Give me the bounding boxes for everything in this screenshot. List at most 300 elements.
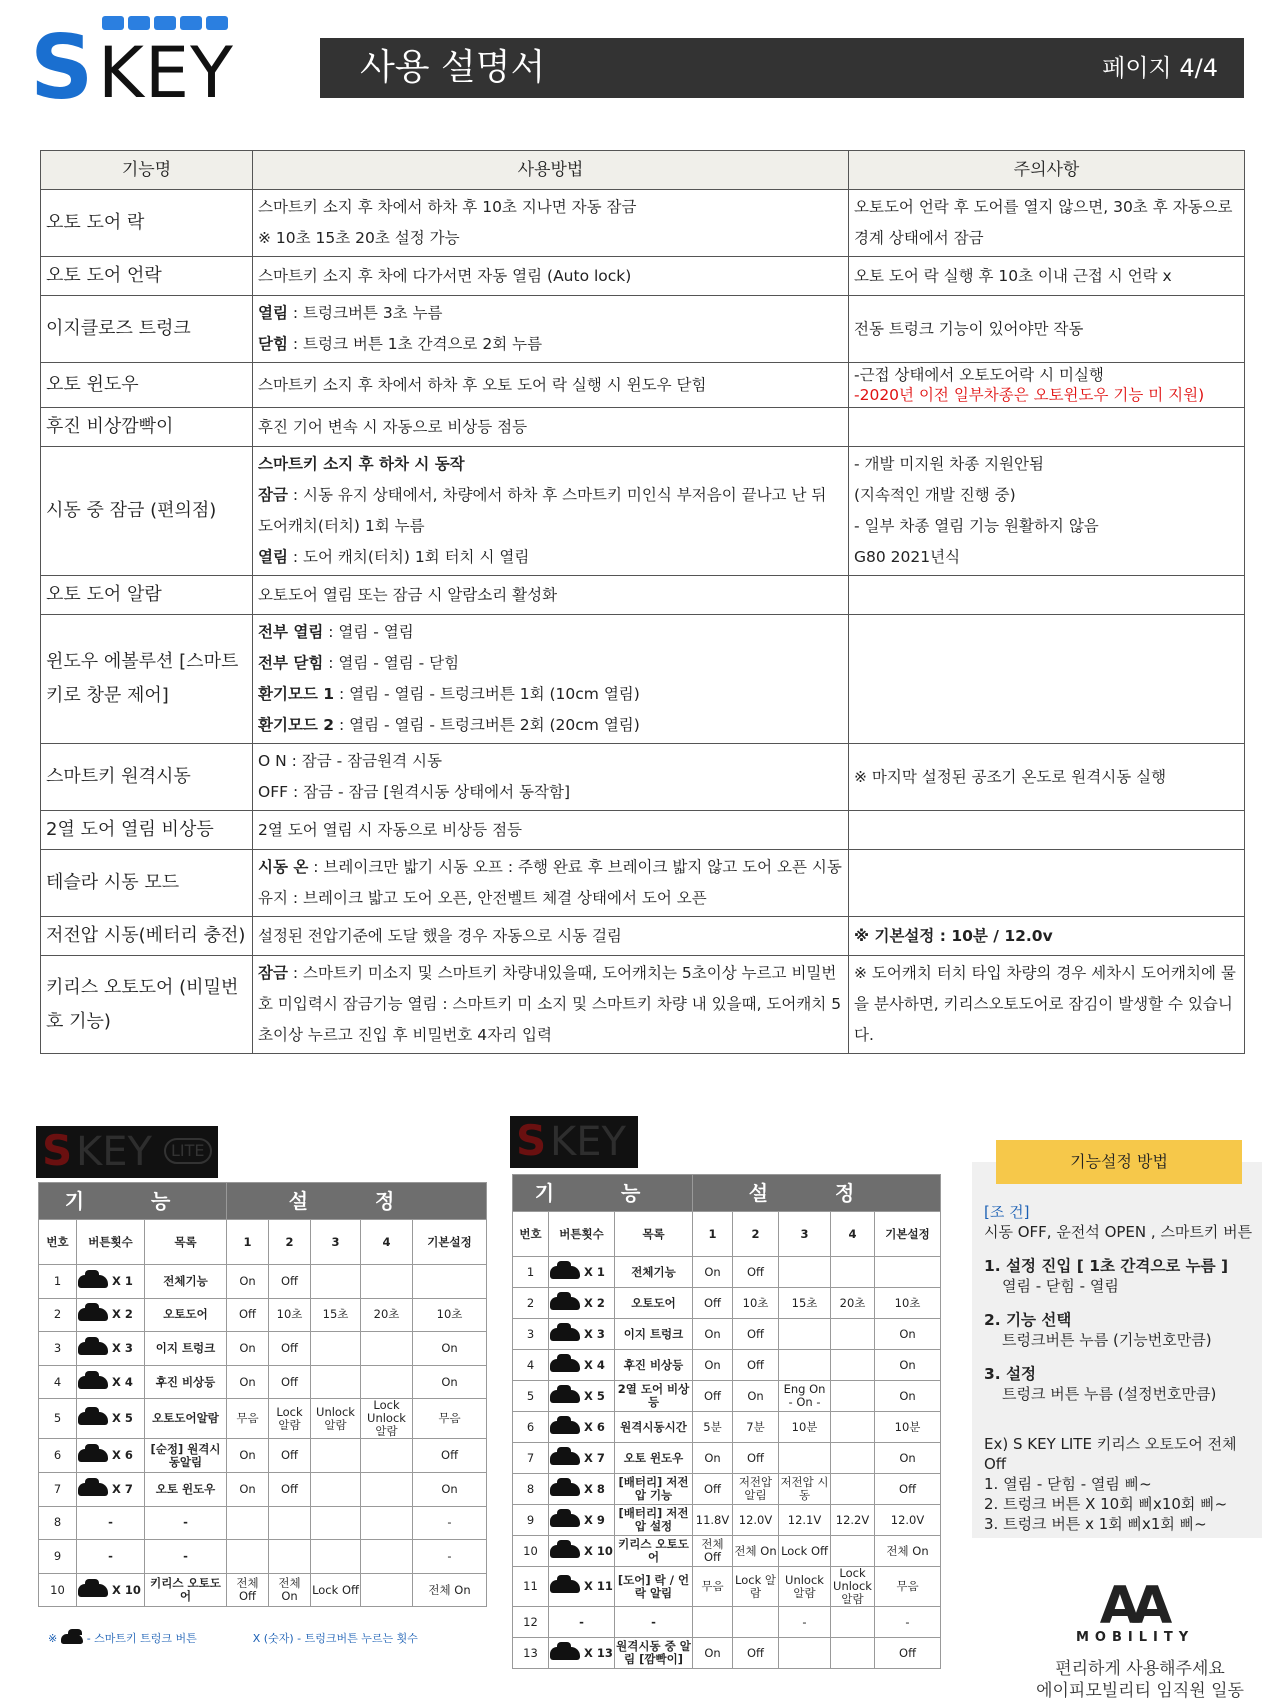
- table-row: [41, 811, 1245, 850]
- function-name: 키리스 오토도어: [615, 1536, 693, 1567]
- column-header: 1: [693, 1212, 733, 1257]
- car-icon: [550, 1359, 580, 1372]
- feature-usage: [253, 576, 849, 615]
- button-count: X 2: [77, 1298, 145, 1332]
- feature-caution: [849, 408, 1245, 447]
- row-number: 4: [39, 1365, 77, 1399]
- column-header: 2: [733, 1212, 779, 1257]
- feature-usage: [253, 956, 849, 1054]
- table-row: [41, 576, 1245, 615]
- button-count: X 6: [77, 1439, 145, 1473]
- table-row: [39, 1399, 487, 1439]
- feature-name: 오토 윈도우: [41, 363, 253, 408]
- setting-value: Lock Off: [311, 1573, 361, 1607]
- car-icon: [78, 1483, 108, 1496]
- setting-value: [361, 1472, 413, 1506]
- feature-name: 키리스 오토도어 (비밀번호 기능): [41, 956, 253, 1054]
- page-title: 사용 설명서: [360, 47, 546, 88]
- setting-value: [779, 1350, 831, 1381]
- car-icon: [550, 1452, 580, 1465]
- usage-line: ※ 10초 15초 20초 설정 가능: [258, 229, 460, 247]
- table-row: [513, 1319, 941, 1350]
- row-number: 7: [513, 1443, 549, 1474]
- setting-value: 무음: [227, 1399, 269, 1439]
- setting-value: 전체 On: [269, 1573, 311, 1607]
- setting-value: Unlock 알람: [779, 1567, 831, 1607]
- table-row: [513, 1443, 941, 1474]
- logo-key: KEY: [98, 32, 234, 114]
- row-number: 13: [513, 1638, 549, 1669]
- setting-value: [779, 1443, 831, 1474]
- column-header: 버튼횟수: [549, 1212, 615, 1257]
- button-count: X 9: [549, 1505, 615, 1536]
- setting-value: Unlock 알람: [311, 1399, 361, 1439]
- setting-value: 20초: [831, 1288, 875, 1319]
- setting-value: [779, 1257, 831, 1288]
- table-row: [41, 447, 1245, 576]
- setting-value: On: [693, 1257, 733, 1288]
- table-row: [41, 850, 1245, 917]
- caution-line: ※ 도어캐치 터치 타입 차량의 경우 세차시 도어캐치에 물을 분사하면, 키리스오토도어로 잠김이 발생할 수 있습니다.: [854, 964, 1236, 1044]
- setting-value: On: [413, 1472, 487, 1506]
- usage-line: 열림 : 트렁크버튼 3초 누름: [258, 304, 443, 322]
- car-icon: [550, 1580, 580, 1593]
- feature-name: 윈도우 에볼루션 [스마트키로 창문 제어]: [41, 615, 253, 744]
- setting-value: -: [413, 1540, 487, 1574]
- setting-value: 전체 Off: [227, 1573, 269, 1607]
- function-name: -: [145, 1506, 227, 1540]
- setting-value: [831, 1381, 875, 1412]
- column-header: 기본설정: [875, 1212, 941, 1257]
- button-count: X 8: [549, 1474, 615, 1505]
- function-name: [배터리] 저전압 기능: [615, 1474, 693, 1505]
- setting-value: [311, 1472, 361, 1506]
- table-row: [513, 1474, 941, 1505]
- car-icon: [550, 1545, 580, 1558]
- table-row: [39, 1365, 487, 1399]
- feature-table: [40, 150, 1245, 1054]
- column-header: 1: [227, 1220, 269, 1265]
- setting-value: 20초: [361, 1298, 413, 1332]
- row-number: 1: [513, 1257, 549, 1288]
- ap-mobility-logo: AA MOBILITY: [1076, 1576, 1195, 1645]
- setting-value: [875, 1257, 941, 1288]
- setting-value: [361, 1332, 413, 1366]
- setting-value: [361, 1265, 413, 1299]
- group-header-function: 기 능: [39, 1183, 227, 1220]
- button-count: -: [77, 1540, 145, 1574]
- function-name: 오토 윈도우: [145, 1472, 227, 1506]
- setting-value: On: [693, 1443, 733, 1474]
- button-count: X 2: [549, 1288, 615, 1319]
- setting-value: [311, 1332, 361, 1366]
- feature-name: 테슬라 시동 모드: [41, 850, 253, 917]
- usage-line: 열림 : 도어 캐치(터치) 1회 터치 시 열림: [258, 548, 530, 566]
- setting-method-title: 기능설정 방법: [996, 1140, 1242, 1184]
- feature-name: 오토 도어 언락: [41, 257, 253, 296]
- feature-usage: [253, 190, 849, 257]
- setting-value: [311, 1365, 361, 1399]
- setting-value: 10초: [733, 1288, 779, 1319]
- setting-value: 전체 On: [413, 1573, 487, 1607]
- car-icon: [78, 1308, 108, 1321]
- setting-value: Off: [733, 1350, 779, 1381]
- caution-line: -근접 상태에서 오토도어락 시 미실행: [854, 366, 1104, 384]
- caution-line: - 일부 차종 열림 기능 원활하지 않음: [854, 517, 1099, 535]
- usage-line: 환기모드 1 : 열림 - 열림 - 트렁크버튼 1회 (10cm 열림): [258, 685, 640, 703]
- usage-line: 시동 온 : 브레이크만 밟기 시동 오프 : 주행 완료 후 브레이크 밟지 않고 도어 오픈 시동 유지 : 브레이크 밟고 도어 오픈, 안전벨트 체결 상태에서 도어 오픈: [258, 858, 842, 907]
- usage-line: 오토도어 열림 또는 잠금 시 알람소리 활성화: [258, 585, 558, 604]
- setting-value: On: [733, 1381, 779, 1412]
- setting-value: On: [875, 1319, 941, 1350]
- car-icon: [550, 1297, 580, 1310]
- setting-value: 10분: [779, 1412, 831, 1443]
- setting-value: [831, 1536, 875, 1567]
- usage-line: 잠금 : 스마트키 미소지 및 스마트키 차량내있을때, 도어캐치는 5초이상 누르고 비밀번호 미입력시 잠금기능 열림 : 스마트키 미 소지 및 스마트키 차량 내 있을때, 도어캐치 5초이상 누르고 진입 후 비밀번호 4자리 입력: [258, 964, 842, 1044]
- table-row: [39, 1472, 487, 1506]
- feature-usage: [253, 363, 849, 408]
- setting-value: Off: [269, 1265, 311, 1299]
- button-count: X 1: [77, 1265, 145, 1299]
- button-count: X 5: [77, 1399, 145, 1439]
- caution-line: 오토 도어 락 실행 후 10초 이내 근접 시 언락 x: [854, 266, 1172, 285]
- feature-usage: [253, 811, 849, 850]
- function-name: 이지 트렁크: [615, 1319, 693, 1350]
- usage-line: 환기모드 2 : 열림 - 열림 - 트렁크버튼 2회 (20cm 열림): [258, 716, 640, 734]
- table-row: [513, 1412, 941, 1443]
- table-row: [41, 917, 1245, 956]
- table-row: [41, 408, 1245, 447]
- feature-name: 이지클로즈 트렁크: [41, 296, 253, 363]
- setting-value: 15초: [779, 1288, 831, 1319]
- setting-value: [779, 1319, 831, 1350]
- setting-value: [831, 1412, 875, 1443]
- usage-line: 전부 닫힘 : 열림 - 열림 - 닫힘: [258, 654, 460, 672]
- usage-line: O N : 잠금 - 잠금원격 시동: [258, 752, 442, 770]
- function-name: [도어] 락 / 언락 알림: [615, 1567, 693, 1607]
- usage-line: 설정된 전압기준에 도달 했을 경우 자동으로 시동 걸림: [258, 926, 622, 945]
- button-count: X 10: [77, 1573, 145, 1607]
- usage-line: 닫힘 : 트렁크 버튼 1초 간격으로 2회 누름: [258, 335, 543, 353]
- setting-value: 10초: [269, 1298, 311, 1332]
- setting-value: [831, 1319, 875, 1350]
- row-number: 5: [39, 1399, 77, 1439]
- feature-caution: [849, 576, 1245, 615]
- setting-value: Off: [733, 1443, 779, 1474]
- setting-value: On: [227, 1265, 269, 1299]
- car-icon: [78, 1275, 108, 1288]
- setting-value: [693, 1607, 733, 1638]
- feature-caution: [849, 811, 1245, 850]
- column-header-row: [513, 1212, 941, 1257]
- row-number: 2: [513, 1288, 549, 1319]
- setting-value: [361, 1439, 413, 1473]
- table-row: [39, 1439, 487, 1473]
- button-count: X 7: [549, 1443, 615, 1474]
- caution-line: ※ 기본설정 : 10분 / 12.0v: [854, 926, 1053, 945]
- table-row: [41, 363, 1245, 408]
- caution-line: (지속적인 개발 진행 중): [854, 486, 1016, 504]
- feature-usage: [253, 447, 849, 576]
- function-name: -: [145, 1540, 227, 1574]
- setting-value: 12.2V: [831, 1505, 875, 1536]
- usage-line: OFF : 잠금 - 잠금 [원격시동 상태에서 동작함]: [258, 783, 571, 801]
- car-icon: [550, 1328, 580, 1341]
- usage-line: 스마트키 소지 후 차에서 하차 후 10초 지나면 자동 잠금: [258, 198, 637, 216]
- setting-value: 10분: [875, 1412, 941, 1443]
- button-count: -: [549, 1607, 615, 1638]
- feature-name: 후진 비상깜빡이: [41, 408, 253, 447]
- skey-lite-brand: S KEY LITE: [36, 1126, 218, 1178]
- car-icon: [550, 1514, 580, 1527]
- feature-caution: [849, 744, 1245, 811]
- setting-value: -: [413, 1506, 487, 1540]
- setting-value: 무음: [413, 1399, 487, 1439]
- feature-caution: [849, 190, 1245, 257]
- row-number: 5: [513, 1381, 549, 1412]
- feature-caution: [849, 917, 1245, 956]
- column-header: 목록: [615, 1212, 693, 1257]
- car-icon: [550, 1647, 580, 1660]
- feature-name: 스마트키 원격시동: [41, 744, 253, 811]
- setting-value: 전체 On: [733, 1536, 779, 1567]
- setting-value: [311, 1439, 361, 1473]
- feature-name: 시동 중 잠금 (편의점): [41, 447, 253, 576]
- column-header: 2: [269, 1220, 311, 1265]
- table-row: [41, 190, 1245, 257]
- logo-feature-icons: [102, 16, 228, 30]
- setting-value: Off: [733, 1257, 779, 1288]
- table-row: [513, 1638, 941, 1669]
- setting-value: [361, 1365, 413, 1399]
- setting-value: 12.0V: [875, 1505, 941, 1536]
- setting-value: [831, 1350, 875, 1381]
- setting-value: Off: [875, 1638, 941, 1669]
- row-number: 8: [39, 1506, 77, 1540]
- setting-value: [413, 1265, 487, 1299]
- car-icon: [78, 1412, 108, 1425]
- setting-value: Off: [269, 1332, 311, 1366]
- car-icon: [61, 1634, 83, 1644]
- setting-value: 12.1V: [779, 1505, 831, 1536]
- setting-value: 10초: [875, 1288, 941, 1319]
- function-name: 후진 비상등: [615, 1350, 693, 1381]
- skey-logo: [30, 12, 234, 119]
- row-number: 2: [39, 1298, 77, 1332]
- usage-line: 후진 기어 변속 시 자동으로 비상등 점등: [258, 417, 528, 436]
- row-number: 3: [513, 1319, 549, 1350]
- setting-value: [361, 1573, 413, 1607]
- table-row: [513, 1567, 941, 1607]
- function-name: [순정] 원격시동알림: [145, 1439, 227, 1473]
- logo-s: S: [30, 16, 90, 119]
- lite-table-legend: ※ - 스마트키 트렁크 버튼 X (숫자) - 트렁크버튼 누르는 횟수: [48, 1632, 418, 1645]
- table-row: [39, 1573, 487, 1607]
- button-count: X 4: [77, 1365, 145, 1399]
- setting-value: [733, 1607, 779, 1638]
- setting-value: -: [875, 1607, 941, 1638]
- table-row: [513, 1350, 941, 1381]
- setting-value: On: [413, 1365, 487, 1399]
- table-row: [41, 744, 1245, 811]
- row-number: 1: [39, 1265, 77, 1299]
- function-name: 후진 비상등: [145, 1365, 227, 1399]
- feature-table-body: [41, 190, 1245, 1054]
- button-count: X 6: [549, 1412, 615, 1443]
- function-name: 키리스 오토도어: [145, 1573, 227, 1607]
- column-header-row: [39, 1220, 487, 1265]
- button-count: X 5: [549, 1381, 615, 1412]
- setting-value: Lock 알람: [269, 1399, 311, 1439]
- caution-line: - 개발 미지원 차종 지원안됨: [854, 455, 1045, 473]
- column-header: 기본설정: [413, 1220, 487, 1265]
- caution-line: 오토도어 언락 후 도어를 열지 않으면, 30초 후 자동으로 경계 상태에서 잠금: [854, 198, 1233, 247]
- setting-value: On: [227, 1472, 269, 1506]
- function-name: [배터리] 저전압 설정: [615, 1505, 693, 1536]
- function-name: 이지 트렁크: [145, 1332, 227, 1366]
- feature-table-header: [41, 151, 1245, 190]
- button-count: X 7: [77, 1472, 145, 1506]
- setting-value: 전체 Off: [693, 1536, 733, 1567]
- car-icon: [550, 1483, 580, 1496]
- setting-value: [311, 1265, 361, 1299]
- setting-value: [311, 1540, 361, 1574]
- group-header-setting: 설 정: [693, 1175, 941, 1212]
- setting-value: 10초: [413, 1298, 487, 1332]
- row-number: 7: [39, 1472, 77, 1506]
- setting-value: Off: [693, 1288, 733, 1319]
- setting-value: Lock Off: [779, 1536, 831, 1567]
- function-name: -: [615, 1607, 693, 1638]
- table-row: [513, 1536, 941, 1567]
- setting-value: [361, 1506, 413, 1540]
- function-name: 오토도어알람: [145, 1399, 227, 1439]
- function-name: 오토도어: [615, 1288, 693, 1319]
- setting-value: On: [693, 1319, 733, 1350]
- button-count: X 11: [549, 1567, 615, 1607]
- feature-caution: [849, 850, 1245, 917]
- setting-value: Off: [733, 1319, 779, 1350]
- setting-value: 저전압 시동: [779, 1474, 831, 1505]
- column-header: 번호: [513, 1212, 549, 1257]
- column-header: 목록: [145, 1220, 227, 1265]
- car-icon: [550, 1421, 580, 1434]
- row-number: 6: [513, 1412, 549, 1443]
- setting-value: Off: [413, 1439, 487, 1473]
- setting-value: 전체 On: [875, 1536, 941, 1567]
- row-number: 4: [513, 1350, 549, 1381]
- setting-value: 무음: [693, 1567, 733, 1607]
- button-count: X 1: [549, 1257, 615, 1288]
- feature-caution: [849, 363, 1245, 408]
- caution-line: G80 2021년식: [854, 548, 961, 566]
- lite-badge: LITE: [164, 1138, 212, 1164]
- caution-line: ※ 마지막 설정된 공조기 온도로 원격시동 실행: [854, 767, 1167, 786]
- setting-value: 11.8V: [693, 1505, 733, 1536]
- group-header-function: 기 능: [513, 1175, 693, 1212]
- page-number: 페이지 4/4: [1102, 54, 1218, 82]
- group-header-row: [39, 1183, 487, 1220]
- group-header-setting: 설 정: [227, 1183, 487, 1220]
- usage-line: 잠금 : 시동 유지 상태에서, 차량에서 하차 후 스마트키 미인식 부저음이 끝나고 난 뒤 도어캐치(터치) 1회 누름: [258, 486, 827, 535]
- table-row: [513, 1505, 941, 1536]
- button-count: X 10: [549, 1536, 615, 1567]
- row-number: 9: [39, 1540, 77, 1574]
- row-number: 10: [39, 1573, 77, 1607]
- car-icon: [78, 1342, 108, 1355]
- function-name: 원격시동 중 알림 [깜빡이]: [615, 1638, 693, 1669]
- setting-value: Off: [733, 1638, 779, 1669]
- setting-value: Off: [269, 1439, 311, 1473]
- function-name: 오토 윈도우: [615, 1443, 693, 1474]
- setting-value: On: [413, 1332, 487, 1366]
- row-number: 8: [513, 1474, 549, 1505]
- setting-value: 15초: [311, 1298, 361, 1332]
- table-row: [41, 257, 1245, 296]
- function-name: 2열 도어 비상등: [615, 1381, 693, 1412]
- usage-line: 전부 열림 : 열림 - 열림: [258, 623, 414, 641]
- table-row: [39, 1506, 487, 1540]
- function-name: 원격시동시간: [615, 1412, 693, 1443]
- column-header: 사용방법: [253, 151, 849, 190]
- setting-value: On: [227, 1439, 269, 1473]
- setting-value: [227, 1540, 269, 1574]
- feature-caution: [849, 615, 1245, 744]
- setting-value: [311, 1506, 361, 1540]
- setting-method-panel: [972, 1152, 1262, 1538]
- column-header: 3: [779, 1212, 831, 1257]
- feature-caution: [849, 257, 1245, 296]
- setting-value: Eng On - On -: [779, 1381, 831, 1412]
- setting-value: [831, 1607, 875, 1638]
- title-bar: [320, 38, 1244, 98]
- column-header: 4: [361, 1220, 413, 1265]
- setting-value: On: [875, 1443, 941, 1474]
- feature-usage: [253, 850, 849, 917]
- setting-value: Off: [693, 1474, 733, 1505]
- group-header-row: [513, 1175, 941, 1212]
- car-icon: [550, 1266, 580, 1279]
- setting-value: On: [227, 1365, 269, 1399]
- setting-value: Off: [269, 1365, 311, 1399]
- setting-value: Off: [269, 1472, 311, 1506]
- setting-value: Off: [227, 1298, 269, 1332]
- table-row: [513, 1607, 941, 1638]
- setting-value: On: [693, 1350, 733, 1381]
- setting-value: Lock Unlock 알람: [361, 1399, 413, 1439]
- feature-usage: [253, 257, 849, 296]
- feature-caution: [849, 296, 1245, 363]
- setting-value: On: [875, 1381, 941, 1412]
- column-header: 4: [831, 1212, 875, 1257]
- table-row: [513, 1381, 941, 1412]
- caution-line: 전동 트렁크 기능이 있어야만 작동: [854, 319, 1084, 338]
- car-icon: [78, 1449, 108, 1462]
- table-row: [39, 1332, 487, 1366]
- column-header: 버튼횟수: [77, 1220, 145, 1265]
- column-header: 3: [311, 1220, 361, 1265]
- button-count: X 3: [77, 1332, 145, 1366]
- feature-usage: [253, 744, 849, 811]
- setting-value: [361, 1540, 413, 1574]
- skey-brand: S KEY: [510, 1116, 638, 1168]
- table-row: [513, 1288, 941, 1319]
- setting-value: [227, 1506, 269, 1540]
- setting-value: [831, 1257, 875, 1288]
- setting-value: 7분: [733, 1412, 779, 1443]
- setting-value: On: [227, 1332, 269, 1366]
- setting-value: Lock Unlock 알람: [831, 1567, 875, 1607]
